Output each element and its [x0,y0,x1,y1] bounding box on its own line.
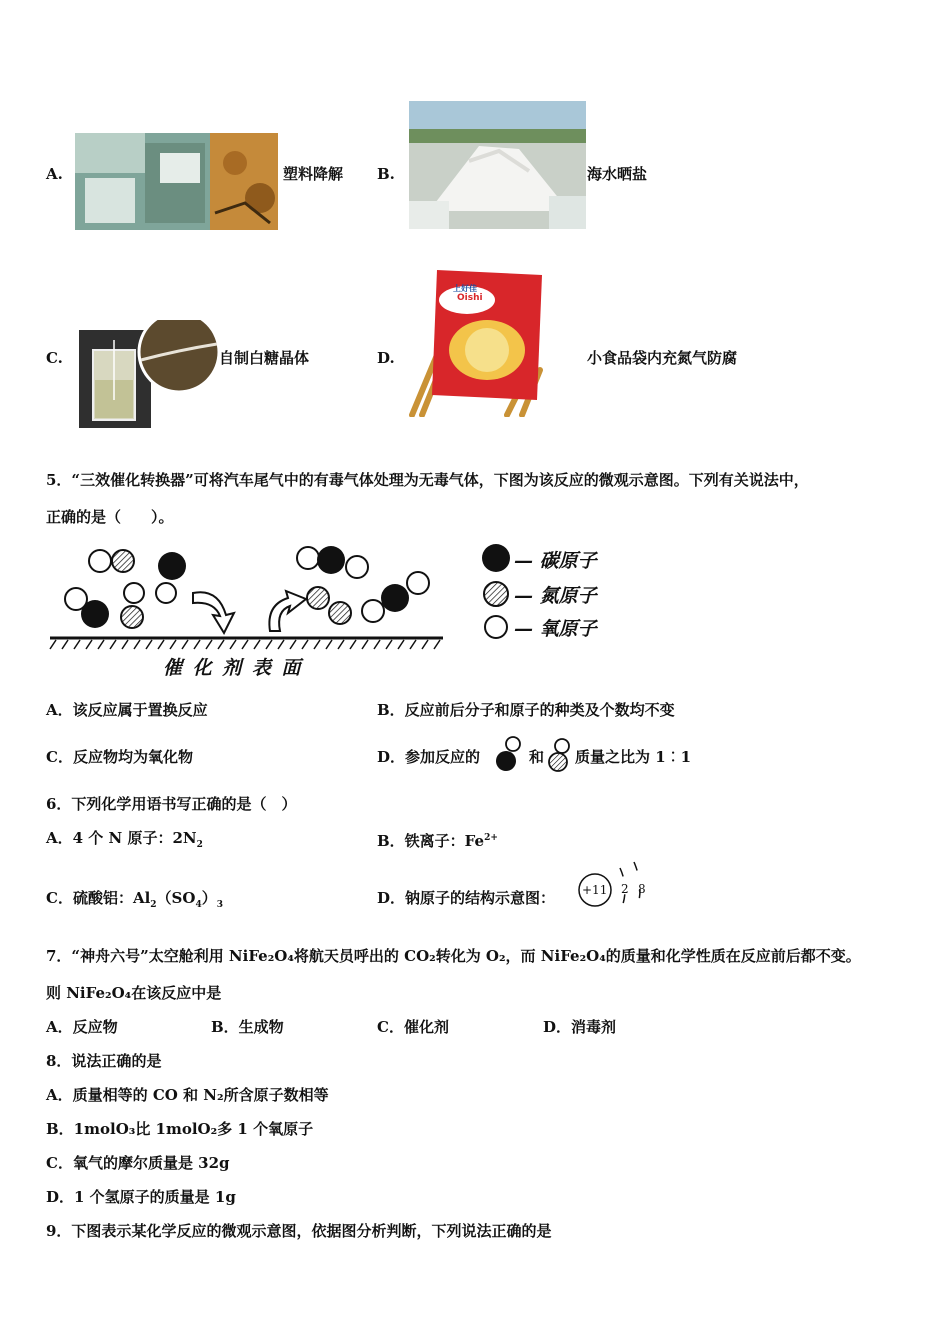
shell-1-electrons: 2 [621,882,629,896]
plastic-degradation-image [75,133,278,230]
q4-option-d-letter: D. [377,349,395,367]
q5-option-c: C．反应物均为氧化物 [46,748,193,766]
q5-option-d-mid: 和 [529,748,545,766]
shell-2-electrons: 8 [638,882,646,896]
q5-option-d-suffix: 质量之比为 1︰1 [575,748,692,766]
catalyst-surface-label: 催 化 剂 表 面 [163,657,303,679]
snack-bag-brand-cn: 上好佳 [453,283,477,293]
q7-option-b: B．生成物 [211,1018,284,1036]
q7-stem-line1: 7．“神舟六号”太空舱利用 NiFe₂O₄将航天员呼出的 CO₂转化为 O₂，而 NiFe₂O₄的质量和化学性质在反应前后都不变。 [46,947,861,965]
q7-option-a: A．反应物 [46,1018,118,1036]
q8-option-d: D．1 个氢原子的质量是 1g [46,1188,236,1206]
co-molecule-icon [492,735,522,775]
q9-stem: 9．下图表示某化学反应的微观示意图，依据图分析判断，下列说法正确的是 [46,1222,552,1240]
sodium-atom-structure-diagram [576,860,648,918]
carbon-atom-symbol [482,544,510,572]
q5-option-b: B．反应前后分子和原子的种类及个数均不变 [377,701,675,719]
q4-option-c-caption: 自制白糖晶体 [219,349,310,367]
nucleus-charge: +11 [582,883,608,897]
catalyst-reaction-diagram [48,543,448,683]
no-molecule-icon [546,737,574,777]
q6-stem: 6．下列化学用语书写正确的是（ ） [46,795,297,813]
q8-option-c: C．氧气的摩尔质量是 32g [46,1154,230,1172]
nitrogen-atom-symbol [484,582,508,606]
q4-option-b-letter: B. [377,165,395,183]
snack-bag-image [407,265,544,417]
q5-option-d-prefix: D．参加反应的 [377,748,481,766]
q4-option-a-caption: 塑料降解 [283,165,344,183]
q8-option-a: A．质量相等的 CO 和 N₂所含原子数相等 [46,1086,329,1104]
q5-stem-line2: 正确的是（ ）。 [46,508,174,526]
q6-option-a: A．4 个 N 原子：$2N_2$ [46,829,203,850]
q6-option-b: B．铁离子：$Fe^{2+}$ [377,832,498,850]
q7-option-d: D．消毒剂 [543,1018,617,1036]
legend-oxygen: — 氧原子 [514,618,597,640]
sugar-crystal-image [79,320,219,428]
q4-option-a-letter: A. [46,165,63,183]
legend-nitrogen: — 氮原子 [514,585,597,607]
q5-stem-line1: 5．“三效催化转换器”可将汽车尾气中的有毒气体处理为无毒气体，下图为该反应的微观示意图。下列有关说法中， [46,471,809,489]
q8-option-b: B．1molO₃比 1molO₂多 1 个氧原子 [46,1120,314,1138]
oxygen-atom-symbol [485,616,507,638]
legend-carbon: — 碳原子 [514,550,597,572]
atom-legend [480,543,620,643]
q4-option-c-letter: C. [46,349,63,367]
q7-option-c: C．催化剂 [377,1018,449,1036]
q6-option-c: C．硫酸铝：$Al_2(SO_4)_3$ [46,889,223,910]
q7-stem-line2: 则 NiFe₂O₄在该反应中是 [46,984,222,1002]
q6-option-d: D．钠原子的结构示意图： [377,889,556,907]
snack-bag-brand: Oishi [457,293,483,303]
q4-option-b-caption: 海水晒盐 [587,165,648,183]
sea-salt-image [409,101,586,229]
q8-stem: 8．说法正确的是 [46,1052,162,1070]
q4-option-d-caption: 小食品袋内充氮气防腐 [587,349,738,367]
q5-option-a: A．该反应属于置换反应 [46,701,208,719]
